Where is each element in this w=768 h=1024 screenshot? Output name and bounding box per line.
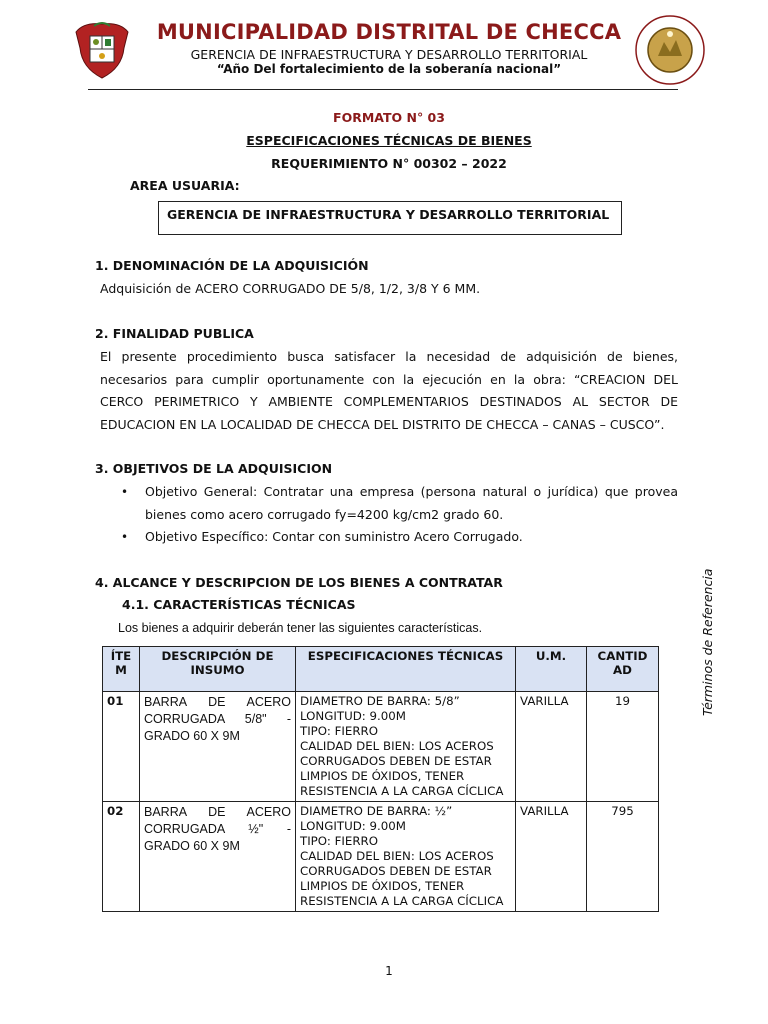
side-reference-note: Términos de Referencia (700, 568, 715, 716)
section-4-title: 4. ALCANCE Y DESCRIPCION DE LOS BIENES A CONTRATAR (95, 575, 503, 590)
item-number: 02 (103, 802, 140, 912)
area-value-box: GERENCIA DE INFRAESTRUCTURA Y DESARROLLO TERRITORIAL (158, 201, 622, 235)
municipal-seal-icon (630, 14, 710, 90)
col-header-specs: ESPECIFICACIONES TÉCNICAS (296, 647, 516, 692)
col-header-item: ÍTE M (103, 647, 140, 692)
section-2-line: El presente procedimiento busca satisfacer la necesidad de adquisición de bienes, (100, 349, 678, 364)
spec-line: TIPO: FIERRO (300, 834, 378, 848)
section-1-title: 1. DENOMINACIÓN DE LA ADQUISICIÓN (95, 258, 369, 273)
col-header-quantity: CANTID AD (587, 647, 659, 692)
year-motto: “Año Del fortalecimiento de la soberanía nacional” (216, 62, 562, 76)
technical-specs-table (102, 646, 659, 912)
item-quantity: 19 (587, 692, 659, 802)
section-2-line: CERCO PERIMETRICO Y AMBIENTE COMPLEMENTARIOS DESTINADOS AL SECTOR DE (100, 394, 678, 409)
bullet-icon: • (121, 485, 129, 499)
item-specs (296, 692, 516, 802)
spec-line: TIPO: FIERRO (300, 724, 378, 738)
item-description: BARRA DE ACERO CORRUGADA ½" - GRADO 60 X 9M (140, 802, 296, 912)
spec-line: LONGITUD: 9.00M (300, 709, 406, 723)
table-row (103, 802, 659, 912)
area-label: AREA USUARIA: (130, 178, 240, 193)
spec-line: DIAMETRO DE BARRA: ½” (300, 804, 453, 818)
department-subtitle: GERENCIA DE INFRAESTRUCTURA Y DESARROLLO TERRITORIAL (190, 47, 588, 62)
page-number: 1 (385, 964, 393, 978)
section-2-title: 2. FINALIDAD PUBLICA (95, 326, 254, 341)
objective-general-line1: Objetivo General: Contratar una empresa (persona natural o jurídica) que provea (145, 484, 678, 499)
spec-line: LONGITUD: 9.00M (300, 819, 406, 833)
section-4-1-text: Los bienes a adquirir deberán tener las siguientes características. (118, 621, 483, 635)
spec-title: ESPECIFICACIONES TÉCNICAS DE BIENES (246, 133, 532, 148)
section-2-line: EDUCACION EN LA LOCALIDAD DE CHECCA DEL DISTRITO DE CHECCA – CANAS – CUSCO”. (100, 417, 665, 432)
header-divider (88, 89, 678, 90)
spec-line: CALIDAD DEL BIEN: LOS ACEROS CORRUGADOS DEBEN DE ESTAR LIMPIOS DE ÓXIDOS, TENER RESISTENCIA A LA CARGA CÍCLICA (300, 849, 504, 908)
objective-specific: Objetivo Específico: Contar con suministro Acero Corrugado. (145, 529, 523, 544)
objective-general-line2: bienes como acero corrugado fy=4200 kg/cm2 grado 60. (145, 507, 504, 522)
section-4-1-title: 4.1. CARACTERÍSTICAS TÉCNICAS (122, 597, 356, 612)
bullet-icon: • (121, 530, 129, 544)
item-unit: VARILLA (516, 692, 587, 802)
section-3-title: 3. OBJETIVOS DE LA ADQUISICION (95, 461, 333, 476)
item-quantity: 795 (587, 802, 659, 912)
requirement-number: REQUERIMIENTO N° 00302 – 2022 (271, 156, 507, 171)
item-specs (296, 802, 516, 912)
section-2-line: necesarios para cumplir oportunamente con la ejecución en la obra: “CREACION DEL (100, 372, 678, 387)
col-header-description: DESCRIPCIÓN DE INSUMO (140, 647, 296, 692)
item-description: BARRA DE ACERO CORRUGADA 5/8" - GRADO 60 X 9M (140, 692, 296, 802)
item-unit: VARILLA (516, 802, 587, 912)
section-1-text: Adquisición de ACERO CORRUGADO DE 5/8, 1/2, 3/8 Y 6 MM. (100, 281, 481, 296)
format-number: FORMATO N° 03 (333, 110, 445, 125)
spec-line: CALIDAD DEL BIEN: LOS ACEROS CORRUGADOS DEBEN DE ESTAR LIMPIOS DE ÓXIDOS, TENER RESISTENCIA A LA CARGA CÍCLICA (300, 739, 504, 798)
col-header-unit: U.M. (516, 647, 587, 692)
municipality-title: MUNICIPALIDAD DISTRITAL DE CHECCA (156, 20, 622, 44)
item-number: 01 (103, 692, 140, 802)
spec-line: DIAMETRO DE BARRA: 5/8” (300, 694, 460, 708)
table-header-row (103, 647, 659, 692)
table-row (103, 692, 659, 802)
